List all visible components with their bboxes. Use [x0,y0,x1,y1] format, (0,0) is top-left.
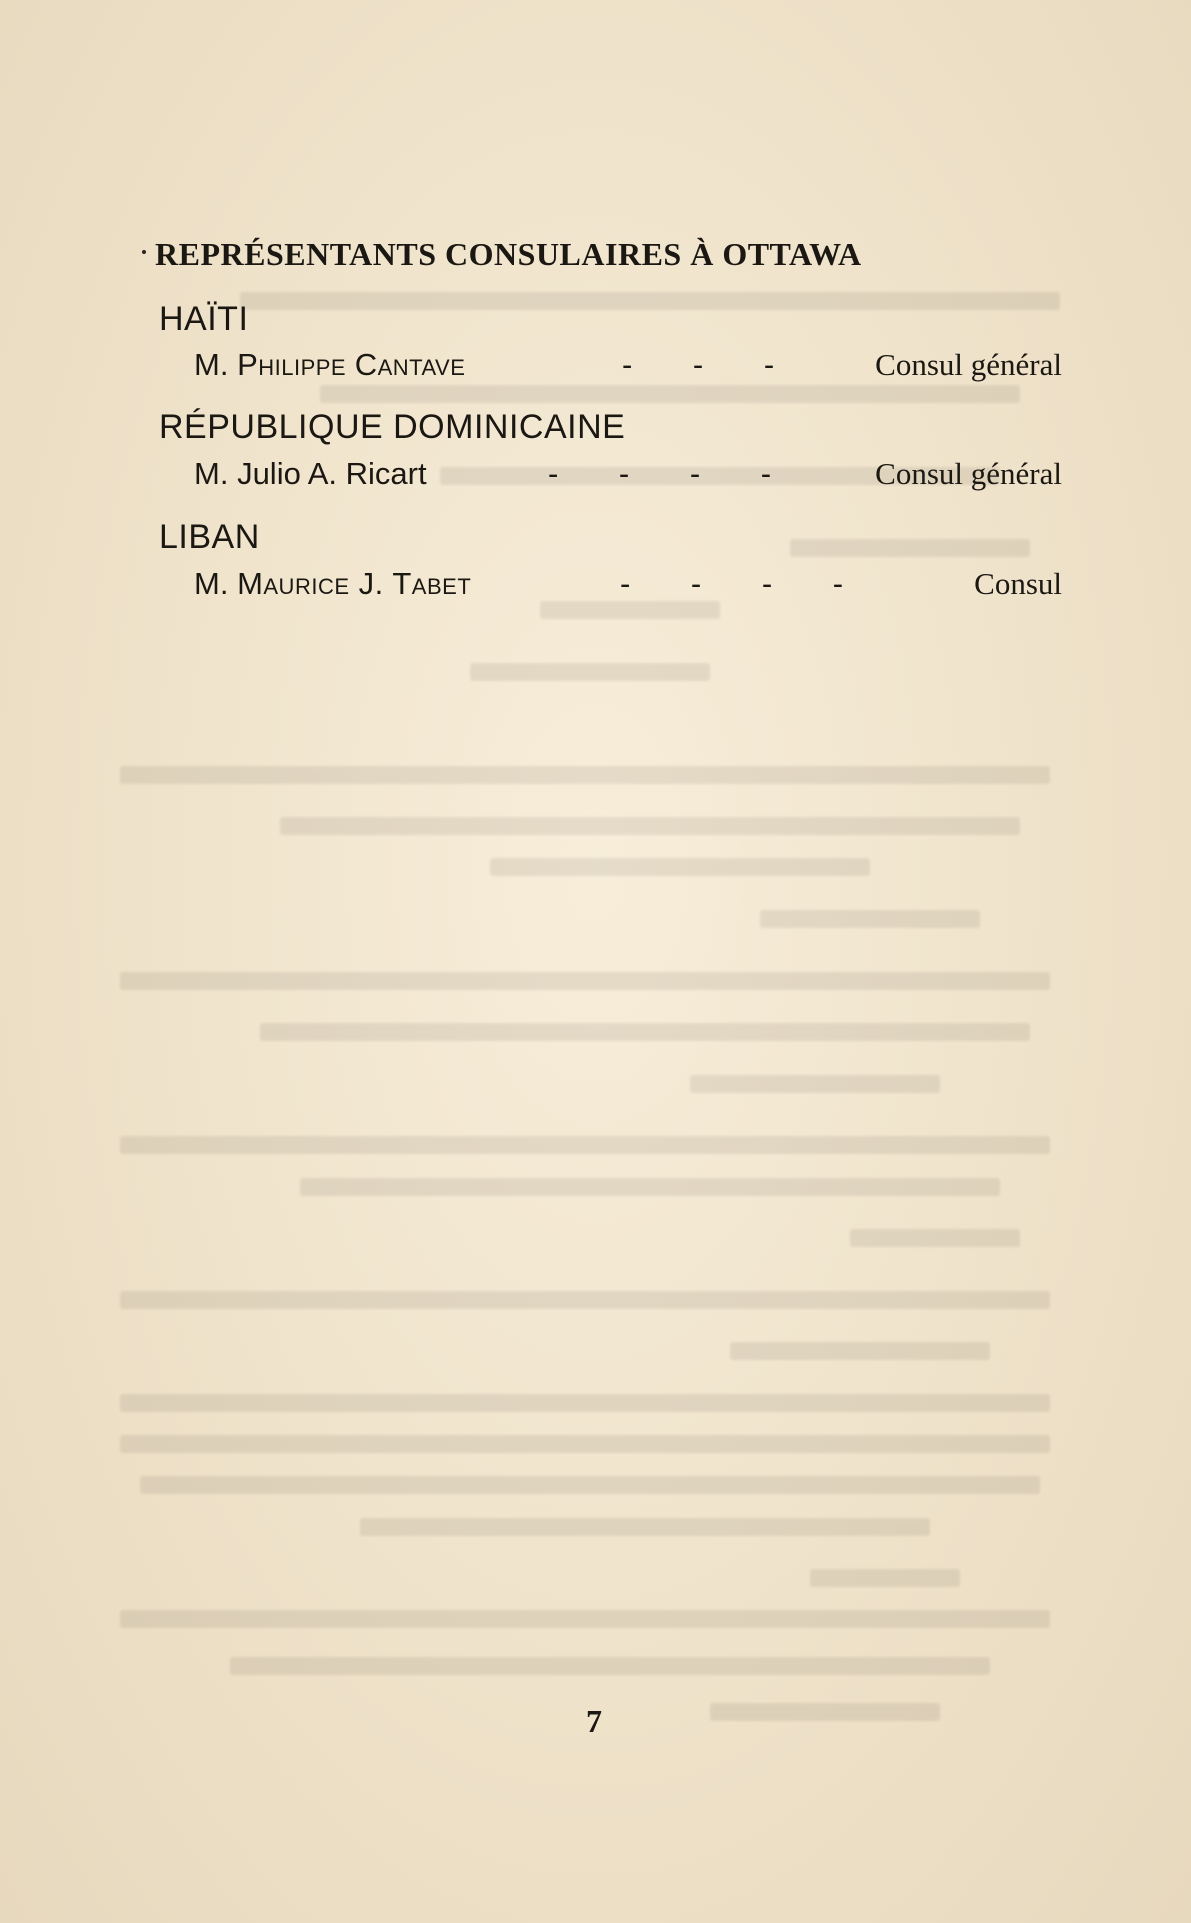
show-through-line [120,766,1050,784]
show-through-line [710,1703,940,1721]
name-first: Philippe [237,347,347,382]
name-first: Maurice J. [237,566,384,601]
consul-title: Consul général [875,456,1062,491]
show-through-line [690,1075,940,1093]
show-through-line [280,817,1020,835]
show-through-line [120,972,1050,990]
consul-name [194,347,465,383]
show-through-line [230,1657,990,1675]
consul-entry [194,566,1062,606]
show-through-line [490,858,870,876]
consul-entry [194,456,1062,496]
show-through-line [140,1476,1040,1494]
consul-title: Consul [974,566,1062,601]
name-prefix: M. [194,456,229,491]
page-title [155,236,1035,273]
show-through-line [120,1610,1050,1628]
consul-name [194,566,471,602]
show-through-line [810,1569,960,1587]
show-through-line [120,1435,1050,1453]
name-prefix: M. [194,347,229,382]
show-through-line [260,1023,1030,1041]
consul-name [194,456,427,492]
leader-dashes: - - - - [548,456,798,491]
consul-title: Consul général [875,347,1062,382]
name-last: Tabet [392,566,472,601]
country-heading: HAÏTI [159,300,249,338]
country-heading: RÉPUBLIQUE DOMINICAINE [159,408,626,446]
show-through-line [760,910,980,928]
show-through-line [120,1291,1050,1309]
show-through-line [790,539,1030,557]
show-through-line [120,1394,1050,1412]
show-through-line [240,292,1060,310]
show-through-line [320,385,1020,403]
show-through-text [110,230,1060,1730]
leader-dashes: - - - - [620,566,870,601]
consul-entry [194,347,1062,387]
show-through-line [360,1518,930,1536]
stray-mark [142,250,146,254]
show-through-line [470,663,710,681]
name-last: Ricart [345,456,427,491]
leader-dashes: - - - [622,347,801,382]
page-number: 7 [586,1703,602,1739]
name-first: Julio A. [237,456,338,491]
show-through-line [730,1342,990,1360]
show-through-line [120,1136,1050,1154]
name-last: Cantave [354,347,466,382]
show-through-line [850,1229,1020,1247]
name-prefix: M. [194,566,229,601]
page-title-text: REPRÉSENTANTS CONSULAIRES À OTTAWA [155,236,862,272]
show-through-line [300,1178,1000,1196]
country-heading: LIBAN [159,518,260,556]
